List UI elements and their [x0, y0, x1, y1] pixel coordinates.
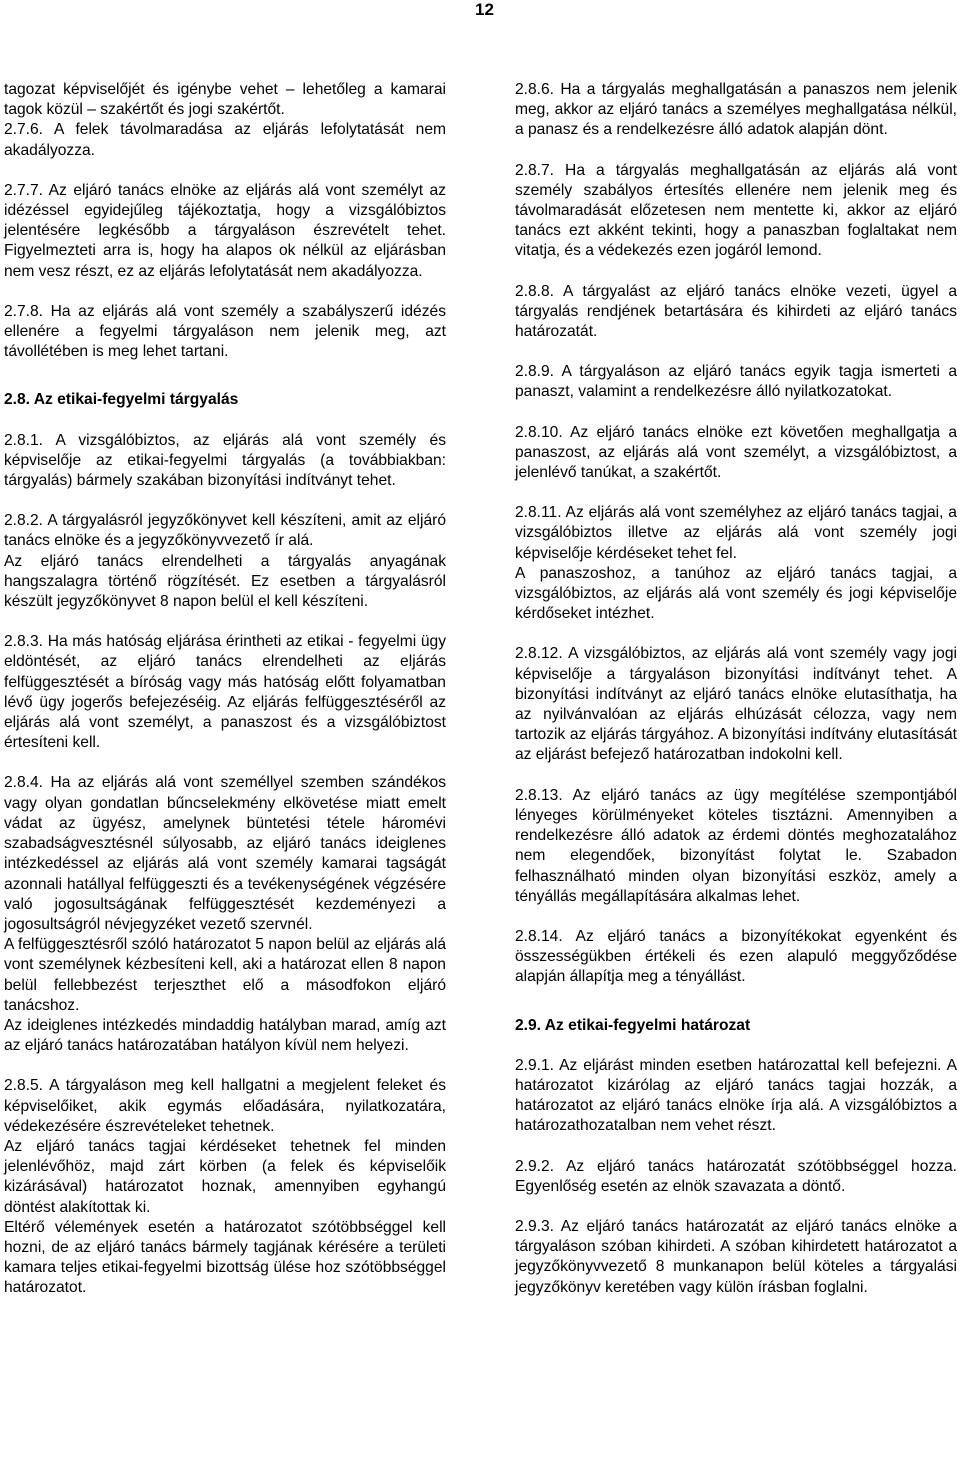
left-paragraph: tagozat képviselőjét és igénybe vehet – lehetőleg a kamarai tagok közül – szakértőt és jogi szakértőt.	[4, 81, 446, 119]
left-paragraph: 2.8.3. Ha más hatóság eljárása érintheti az etikai - fegyelmi ügy eldöntését, az eljáró tanács elrendelheti az eljárás felfüggesztését a bíróság vagy más hatóság előtt folyamatban lévő ügy jogerős befejezéséig. Az eljárás felfüggesztéséről az eljárás alá vont személyt, a panaszost és a vizsgálóbiztost értesíteni kell.	[4, 633, 446, 752]
right-paragraph: 2.8.6. Ha a tárgyalás meghallgatásán a panaszos nem jelenik meg, akkor az eljáró tanács a személyes meghallgatása nélkül, a panasz és a rendelkezésre álló adatok alapján dönt.	[515, 81, 957, 139]
right-paragraph: 2.9.2. Az eljáró tanács határozatát szótöbbséggel hozza. Egyenlőség esetén az elnök szavazata a döntő.	[515, 1157, 957, 1195]
left-paragraph: 2.7.7. Az eljáró tanács elnöke az eljárás alá vont személyt az idézéssel egyidejűleg tájékoztatja, hogy a vizsgálóbiztos jelentésére legkésőbb a tárgyaláson észrevételt tehet. Figyelmezteti arra is, hogy ha alapos ok nélkül az eljárásban nem vesz részt, ez az eljárás lefolytatását nem akadályozza.	[4, 181, 446, 280]
right-paragraph: 2.8.10. Az eljáró tanács elnöke ezt követően meghallgatja a panaszost, az eljárás alá vont személyt, a vizsgálóbiztost, a jelenlévő tanúkat, a szakértőt.	[515, 423, 957, 482]
left-paragraph: Az eljáró tanács elrendelheti a tárgyalás anyagának hangszalagra történő rögzítését. Ez esetben a tárgyalásról készült jegyzőkönyvet 8 napon belül el kell készíteni.	[4, 552, 446, 611]
left-paragraph: Az eljáró tanács tagjai kérdéseket tehetnek fel minden jelenlévőhöz, majd zárt körben (a felek és képviselőik kizárásával) határozatot hoznak, amennyiben egyhangú döntést alakítottak ki.	[4, 1137, 446, 1216]
right-paragraph: 2.8.12. A vizsgálóbiztos, az eljárás alá vont személy vagy jogi képviselője a tárgyaláson bizonyítási indítványt tehet. A bizonyítási indítványt az eljáró tanács elnöke elutasíthatja, ha az nyilvánvalóan az eljárás elhúzását célozza, vagy nem tartozik az eljárás tárgyához. A bizonyítási indítvány elutasítását az eljárást befejező határozatban indokolni kell.	[515, 645, 957, 764]
right-paragraph: 2.8.7. Ha a tárgyalás meghallgatásán az eljárás alá vont személy szabályos értesítés ellenére nem jelenik meg és távolmaradását előzetesen nem mentette ki, akkor az eljáró tanács ezt akként tekinti, hogy a panaszban foglaltakat nem vitatja, és a védekezés ezen jogáról lemond.	[515, 161, 957, 260]
left-paragraph: 2.7.8. Ha az eljárás alá vont személy a szabályszerű idézés ellenére a fegyelmi tárgyaláson nem jelenik meg, azt távollétében is meg lehet tartani.	[4, 302, 446, 361]
right-paragraph: 2.8.14. Az eljáró tanács a bizonyítékokat egyenként és összességükben értékeli és ezen alapuló meggyőződése alapján állapítja meg a tényállást.	[515, 927, 957, 986]
left-paragraph: 2.8.5. A tárgyaláson meg kell hallgatni a megjelent feleket és képviselőiket, akik egymás előadására, nyilatkozatára, védekezésére észrevételeket tehetnek.	[4, 1077, 446, 1135]
left-paragraph: 2.8.4. Ha az eljárás alá vont személlyel szemben szándékos vagy olyan gondatlan bűncselekmény elkövetése miatt emelt vádat az ügyész, amelynek büntetési tétele háromévi szabadságvesztésnél súlyosabb, az eljáró tanács ideiglenes intézkedéssel az eljárás alá vont személy kamarai tagságát azonnali hatállyal felfüggeszti és a tevékenységének végzésére való jogosultságának felfüggesztését kezdeményezi a jogosultságról névjegyzéket vezető szervnél.	[4, 774, 446, 933]
right-paragraph: 2.8.9. A tárgyaláson az eljáró tanács egyik tagja ismerteti a panaszt, valamint a rendelkezésre álló nyilatkozatokat.	[515, 363, 957, 401]
left-paragraph: Az ideiglenes intézkedés mindaddig hatályban marad, amíg azt az eljáró tanács határozatában hatályon kívül nem helyezi.	[4, 1016, 446, 1055]
left-paragraph: Eltérő vélemények esetén a határozatot szótöbbséggel kell hozni, de az eljáró tanács bármely tagjának kérésére a területi kamara teljes etikai-fegyelmi bizottság ülése hoz szótöbbséggel határozatot.	[4, 1218, 446, 1297]
right-section-heading: 2.9. Az etikai-fegyelmi határozat	[515, 1016, 751, 1034]
right-column	[515, 80, 957, 1298]
left-paragraph: 2.8.1. A vizsgálóbiztos, az eljárás alá vont személy és képviselője az etikai-fegyelmi tárgyalás (a továbbiakban: tárgyalás) bármely szakában bizonyítási indítványt tehet.	[4, 431, 446, 490]
right-paragraph: 2.8.8. A tárgyalást az eljáró tanács elnöke vezeti, ügyel a tárgyalás rendjének betartására és kihirdeti az eljáró tanács határozatát.	[515, 282, 957, 341]
left-column	[4, 80, 446, 1299]
right-paragraph: 2.9.1. Az eljárást minden esetben határozattal kell befejezni. A határozatot kizárólag az eljáró tanács tagjai hozzák, a határozatot az eljáró tanács elnöke írja alá. A vizsgálóbiztos a határozathozatalban nem vehet részt.	[515, 1056, 957, 1135]
right-paragraph: A panaszoshoz, a tanúhoz az eljáró tanács tagjai, a vizsgálóbiztos, az eljárás alá vont személy és jogi képviselője kérdőseket intézhet.	[515, 564, 957, 623]
right-paragraph: 2.8.13. Az eljáró tanács az ügy megítélése szempontjából lényeges körülményeket köteles tisztázni. Amennyiben a rendelkezésre álló adatok az érdemi döntés meghozatalához nem elegendőek, bizonyítást folytat le. Szabadon felhasználható minden olyan bizonyítási eszköz, amely a tényállás megállapítására alkalmas lehet.	[515, 786, 957, 905]
page-number: 12	[475, 0, 494, 19]
left-paragraph: 2.8.2. A tárgyalásról jegyzőkönyvet kell készíteni, amit az eljáró tanács elnöke és a jegyzőkönyvvezető ír alá.	[4, 512, 446, 550]
left-section-heading: 2.8. Az etikai-fegyelmi tárgyalás	[4, 391, 239, 409]
right-paragraph: 2.9.3. Az eljáró tanács határozatát az eljáró tanács elnöke a tárgyaláson szóban kihirdeti. A szóban kihirdetett határozatot a jegyzőkönyvvezető 8 munkanapon belül köteles a tárgyalási jegyzőkönyv keretében vagy külön írásban foglalni.	[515, 1217, 957, 1296]
right-paragraph: 2.8.11. Az eljárás alá vont személyhez az eljáró tanács tagjai, a vizsgálóbiztos illetve az eljárás alá vont személy jogi képviselője kérdéseket tehet fel.	[515, 504, 957, 562]
left-paragraph: 2.7.6. A felek távolmaradása az eljárás lefolytatását nem akadályozza.	[4, 121, 446, 159]
left-paragraph: A felfüggesztésről szóló határozatot 5 napon belül az eljárás alá vont személynek kézbesíteni kell, aki a határozat ellen 8 napon belül fellebbezést terjeszthet elő a másodfokon eljáró tanácshoz.	[4, 936, 446, 1014]
